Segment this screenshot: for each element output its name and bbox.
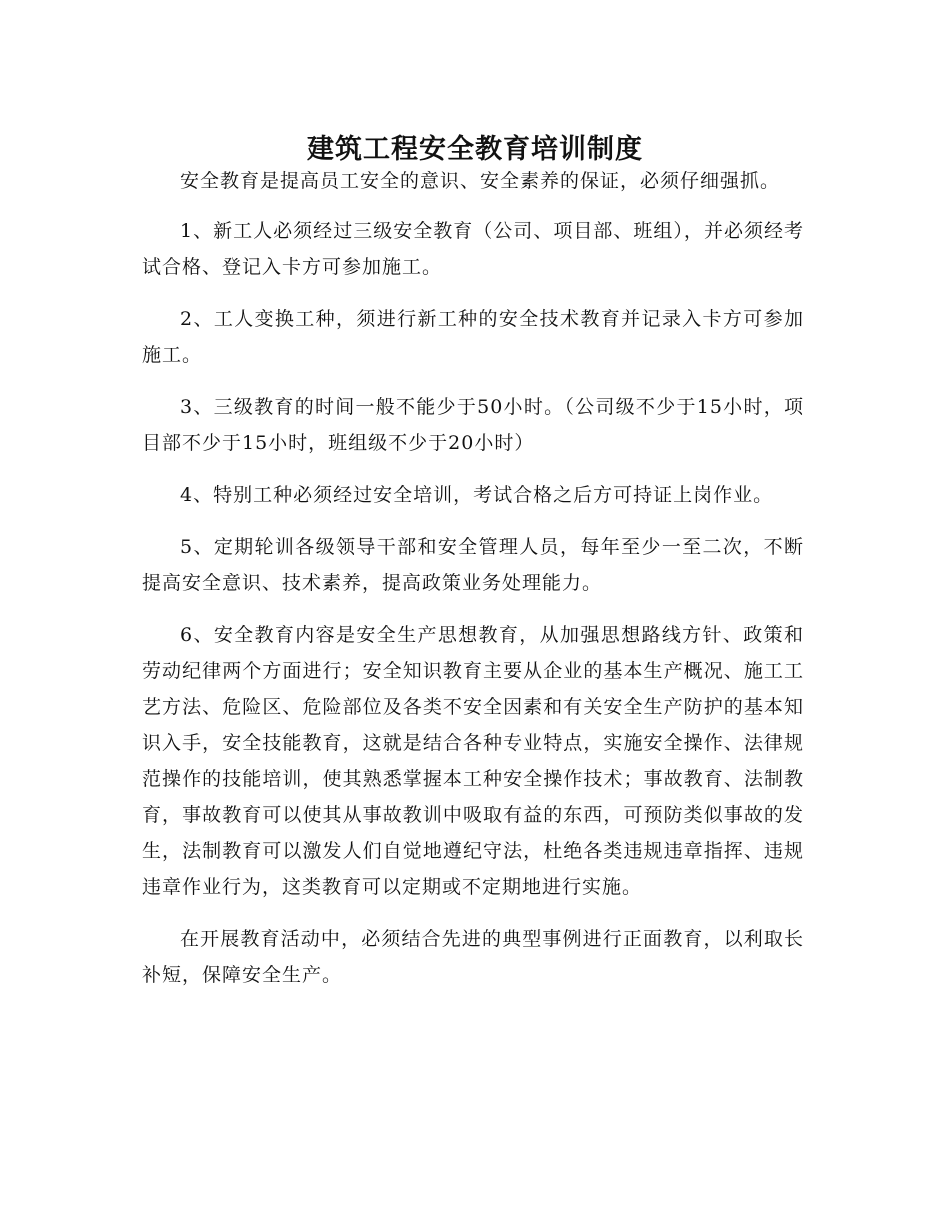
rule-3-paragraph: 3、三级教育的时间一般不能少于50小时。（公司级不少于15小时，项目部不少于15小时，班组级不少于20小时） — [142, 396, 804, 454]
document-body — [142, 163, 804, 1009]
rule-6-paragraph: 6、安全教育内容是安全生产思想教育，从加强思想路线方针、政策和劳动纪律两个方面进行；安全知识教育主要从企业的基本生产概况、施工工艺方法、危险区、危险部位及各类不安全因素和有关安全生产防护的基本知识入手，安全技能教育，这就是结合各种专业特点，实施安全操作、法律规范操作的技能培训，使其熟悉掌握本工种安全操作技术；事故教育、法制教育，事故教育可以使其从事故教训中吸取有益的东西，可预防类似事故的发生，法制教育可以激发人们自觉地遵纪守法，杜绝各类违规违章指挥、违规违章作业行为，这类教育可以定期或不定期地进行实施。 — [142, 624, 804, 898]
intro-paragraph: 安全教育是提高员工安全的意识、安全素养的保证，必须仔细强抓。 — [180, 170, 781, 192]
rule-1-paragraph: 1、新工人必须经过三级安全教育（公司、项目部、班组），并必须经考试合格、登记入卡方可参加施工。 — [142, 220, 804, 278]
rule-5-paragraph: 5、定期轮训各级领导干部和安全管理人员，每年至少一至二次，不断提高安全意识、技术素养，提高政策业务处理能力。 — [142, 536, 804, 594]
rule-2-paragraph: 2、工人变换工种，须进行新工种的安全技术教育并记录入卡方可参加施工。 — [142, 308, 804, 366]
rule-4-paragraph: 4、特别工种必须经过安全培训，考试合格之后方可持证上岗作业。 — [180, 484, 774, 506]
document-title: 建筑工程安全教育培训制度 — [307, 134, 643, 166]
closing-paragraph: 在开展教育活动中，必须结合先进的典型事例进行正面教育，以利取长补短，保障安全生产。 — [142, 928, 804, 986]
